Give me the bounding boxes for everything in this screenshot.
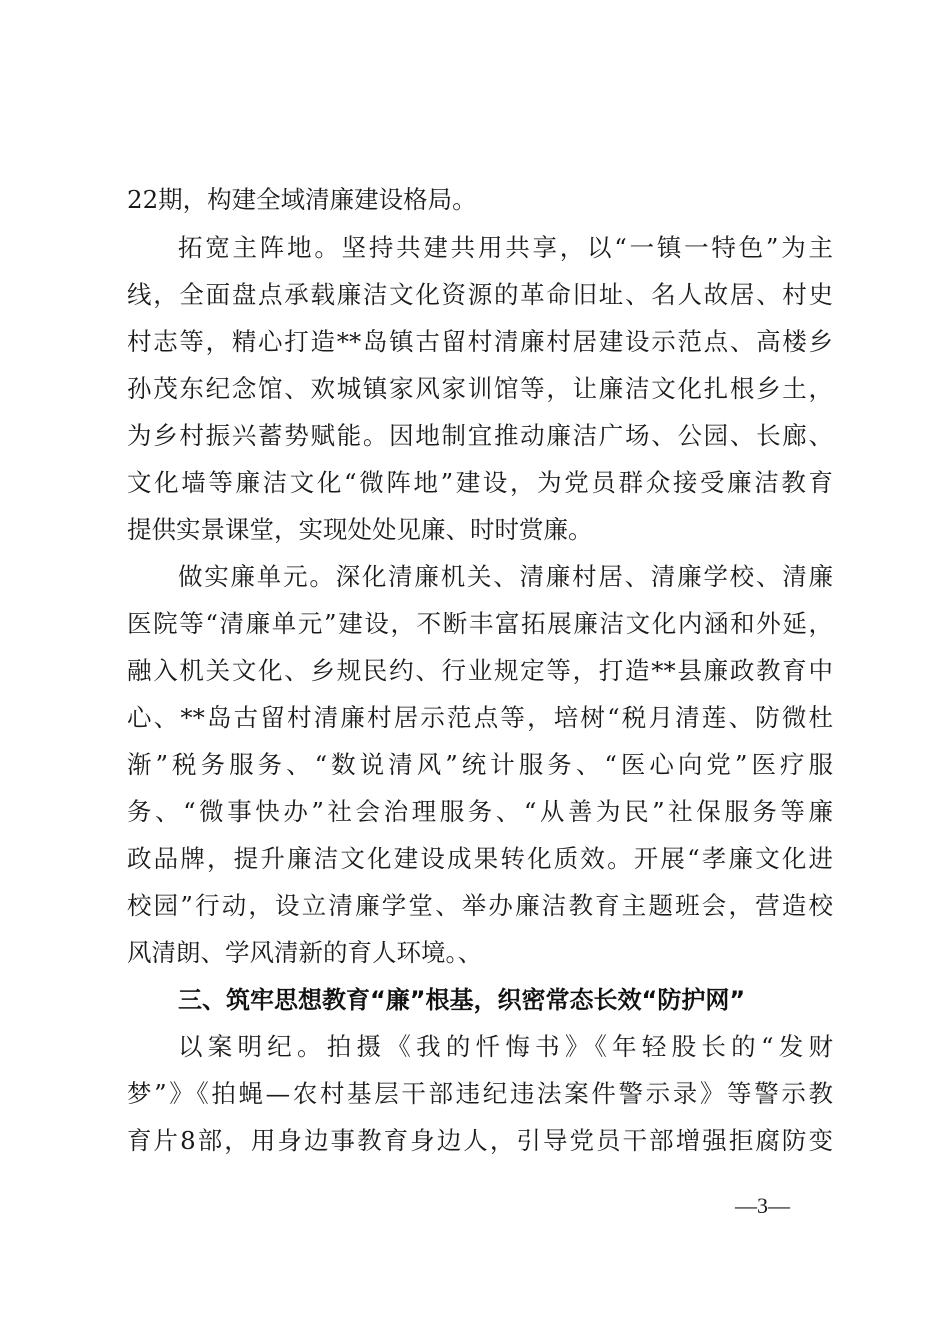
paragraph-line: 融入机关文化、乡规民约、行业规定等，打造**县廉政教育中 [127,656,833,685]
paragraph-line: 提供实景课堂，实现处处见廉、时时赏廉。 [127,515,593,544]
paragraph-line: 做实廉单元。深化清廉机关、清廉村居、清廉学校、清廉 [178,562,833,591]
paragraph-line: 校园”行动，设立清廉学堂、举办廉洁教育主题班会，营造校 [127,891,833,920]
paragraph-line: 村志等，精心打造**岛镇古留村清廉村居建设示范点、高楼乡 [127,327,833,356]
paragraph-line: 风清朗、学风清新的育人环境。、 [127,938,483,967]
paragraph-line: 务、“微事快办”社会治理服务、“从善为民”社保服务等廉 [127,797,833,826]
paragraph-line: 心、**岛古留村清廉村居示范点等，培树“税月清莲、防微杜 [127,703,833,732]
paragraph-line: 政品牌，提升廉洁文化建设成果转化质效。开展“孝廉文化进 [127,844,833,873]
paragraph-line: 文化墙等廉洁文化“微阵地”建设，为党员群众接受廉洁教育 [127,468,833,497]
paragraph-line: 孙茂东纪念馆、欢城镇家风家训馆等，让廉洁文化扎根乡土， [127,374,833,403]
section-heading: 三、筑牢思想教育“廉”根基，织密常态长效“防护网” [178,986,746,1014]
paragraph-line: 医院等“清廉单元”建设，不断丰富拓展廉洁文化内涵和外延， [127,609,833,638]
page-number: —3— [735,1193,790,1218]
paragraph-line: 22期，构建全域清廉建设格局。 [127,185,477,214]
paragraph-line: 以案明纪。拍摄《我的忏悔书》《年轻股长的“发财 [178,1032,833,1061]
paragraph-line: 拓宽主阵地。坚持共建共用共享，以“一镇一特色”为主 [178,233,833,262]
paragraph-line: 梦”》《拍蝇—农村基层干部违纪违法案件警示录》等警示教 [127,1079,833,1108]
paragraph-line: 为乡村振兴蓄势赋能。因地制宜推动廉洁广场、公园、长廊、 [127,421,833,450]
paragraph-line: 育片8部，用身边事教育身边人，引导党员干部增强拒腐防变 [127,1126,833,1155]
paragraph-line: 渐”税务服务、“数说清风”统计服务、“医心向党”医疗服 [127,750,833,779]
paragraph-line: 线，全面盘点承载廉洁文化资源的革命旧址、名人故居、村史 [127,280,833,309]
